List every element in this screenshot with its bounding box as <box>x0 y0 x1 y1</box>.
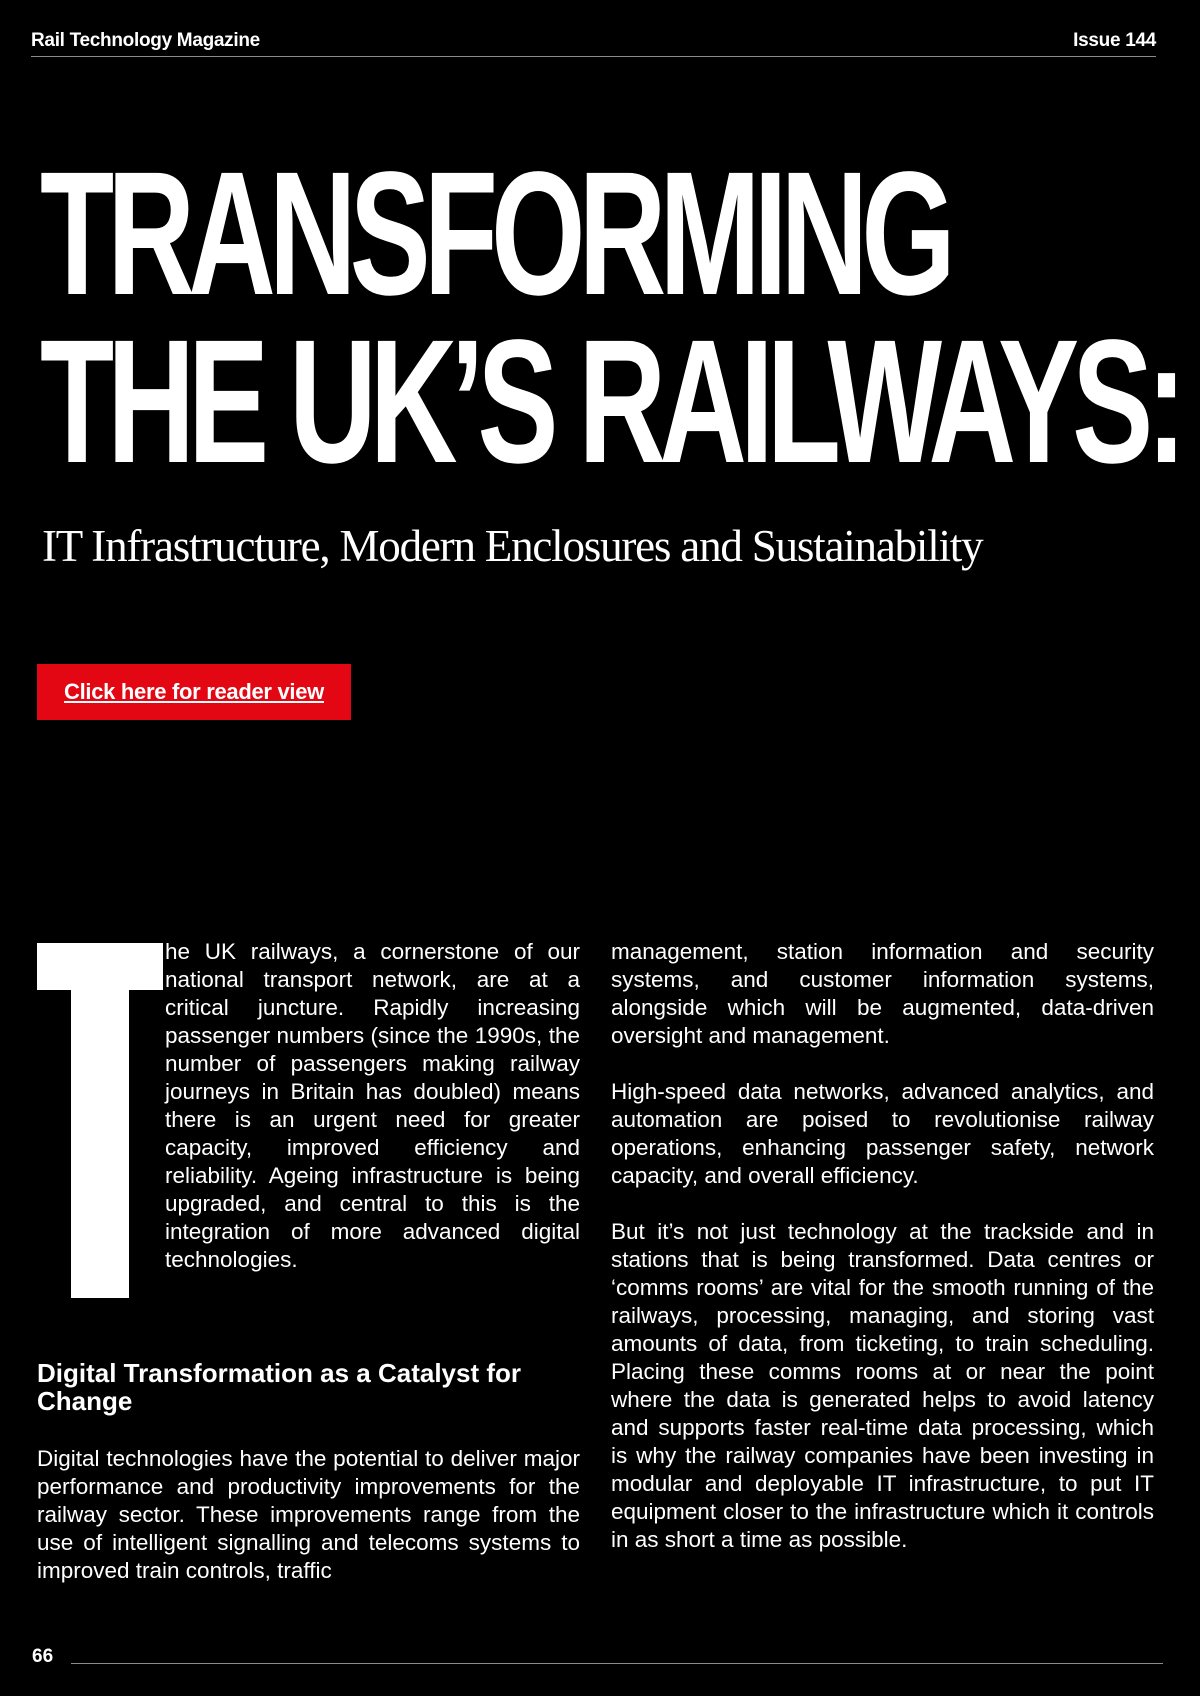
article-headline <box>40 136 1180 500</box>
right-paragraph: management, station information and security systems, and customer information systems, alongside which will be augmented, data-driven oversight and management. <box>611 939 1154 1048</box>
section-heading: Digital Transformation as a Catalyst for Change <box>37 1358 522 1416</box>
article-subtitle: IT Infrastructure, Modern Enclosures and Sustainability <box>42 521 983 571</box>
footer-rule <box>71 1663 1163 1664</box>
page-header <box>31 28 1156 57</box>
headline-line-1: TRANSFORMING <box>40 136 949 332</box>
drop-cap-t <box>37 943 163 1298</box>
section-paragraph: Digital technologies have the potential to deliver major performance and productivity improvements for the railway sector. These improvements range from the use of intelligent signalling and telecoms systems to improved train controls, traffic <box>37 1446 580 1583</box>
publication-name: Rail Technology Magazine <box>31 30 260 51</box>
page-number: 66 <box>32 1646 54 1667</box>
issue-number: Issue 144 <box>1073 30 1156 51</box>
drop-cap-stem <box>71 943 129 1298</box>
right-paragraph: But it’s not just technology at the trackside and in stations that is being transformed. Data centres or ‘comms rooms’ are vital for the smooth running of the railways, processing, managing, and storing vast amounts of data, from ticketing, to train scheduling. Placing these comms rooms at or near the point where the data is generated helps to avoid latency and supports faster real-time data processing, which is why the railway companies have been investing in modular and deployable IT infrastructure, to put IT equipment closer to the infrastructure which it controls in as short a time as possible. <box>611 1219 1154 1552</box>
headline-line-2: THE UK’S RAILWAYS: <box>40 304 1180 500</box>
right-paragraph: High-speed data networks, advanced analytics, and automation are poised to revolutionise railway operations, enhancing passenger safety, network capacity, and overall efficiency. <box>611 1079 1154 1188</box>
right-column <box>611 938 1154 1582</box>
reader-view-button[interactable] <box>37 664 351 720</box>
intro-paragraph: he UK railways, a cornerstone of our national transport network, are at a critical juncture. Rapidly increasing passenger numbers (since the 1990s, the number of passengers making railway journeys in Britain has doubled) means there is an urgent need for greater capacity, improved efficiency and reliability. Ageing infrastructure is being upgraded, and central to this is the integration of more advanced digital technologies. <box>165 939 580 1272</box>
reader-view-link[interactable]: Click here for reader view <box>64 679 324 704</box>
